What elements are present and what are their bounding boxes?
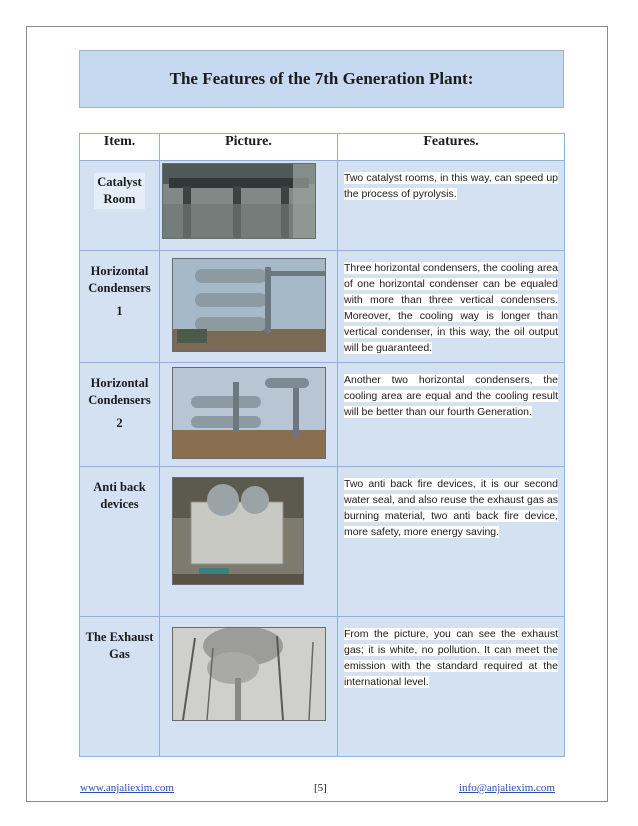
exhaust-gas-photo [172,627,326,721]
item-label: Catalyst Room [94,173,144,209]
picture-cell [160,617,338,757]
table-row [80,467,565,617]
item-cell: The Exhaust Gas [80,617,160,757]
title-bar [79,50,564,108]
item-cell [80,161,160,251]
website-link[interactable]: www.anjaliexim.com [80,782,174,794]
table-row [80,161,565,251]
picture-cell [160,251,338,363]
features-cell: From the picture, you can see the exhaust gas; it is white, no pollution. It can meet the emission with the standard required at the international level. [338,617,565,757]
features-cell: Three horizontal condensers, the cooling area of one horizontal condenser can be equaled with more than three vertical condensers. Moreover, the cooling way is longer than vertical condenser, in this way, the oil output will be guaranteed. [338,251,565,363]
picture-cell [160,161,338,251]
item-cell: Horizontal Condensers 1 [80,251,160,363]
picture-cell [160,467,338,617]
table-row [80,251,565,363]
picture-cell [160,363,338,467]
header-item: Item. [80,134,160,161]
horizontal-condensers-2-photo [172,367,326,459]
table-row [80,617,565,757]
footer-website [80,782,174,794]
table-header-row [80,134,565,161]
catalyst-room-photo [162,163,316,239]
features-cell: Two anti back fire devices, it is our second water seal, and also reuse the exhaust gas as burning material, two anti back fire device, more safety, more energy saving. [338,467,565,617]
item-cell: Anti back devices [80,467,160,617]
page-title: The Features of the 7th Generation Plant: [169,69,474,88]
item-cell: Horizontal Condensers 2 [80,363,160,467]
page-number: [5] [314,782,327,794]
table-row [80,363,565,467]
header-picture: Picture. [160,134,338,161]
footer-email [459,782,555,794]
features-cell: Another two horizontal condensers, the cooling area are equal and the cooling result will be better than our fourth Generation. [338,363,565,467]
email-link[interactable]: info@anjaliexim.com [459,782,555,794]
features-table [79,133,565,757]
header-features: Features. [338,134,565,161]
anti-back-devices-photo [172,477,304,585]
horizontal-condensers-1-photo [172,258,326,352]
features-cell: Two catalyst rooms, in this way, can speed up the process of pyrolysis. [338,161,565,251]
